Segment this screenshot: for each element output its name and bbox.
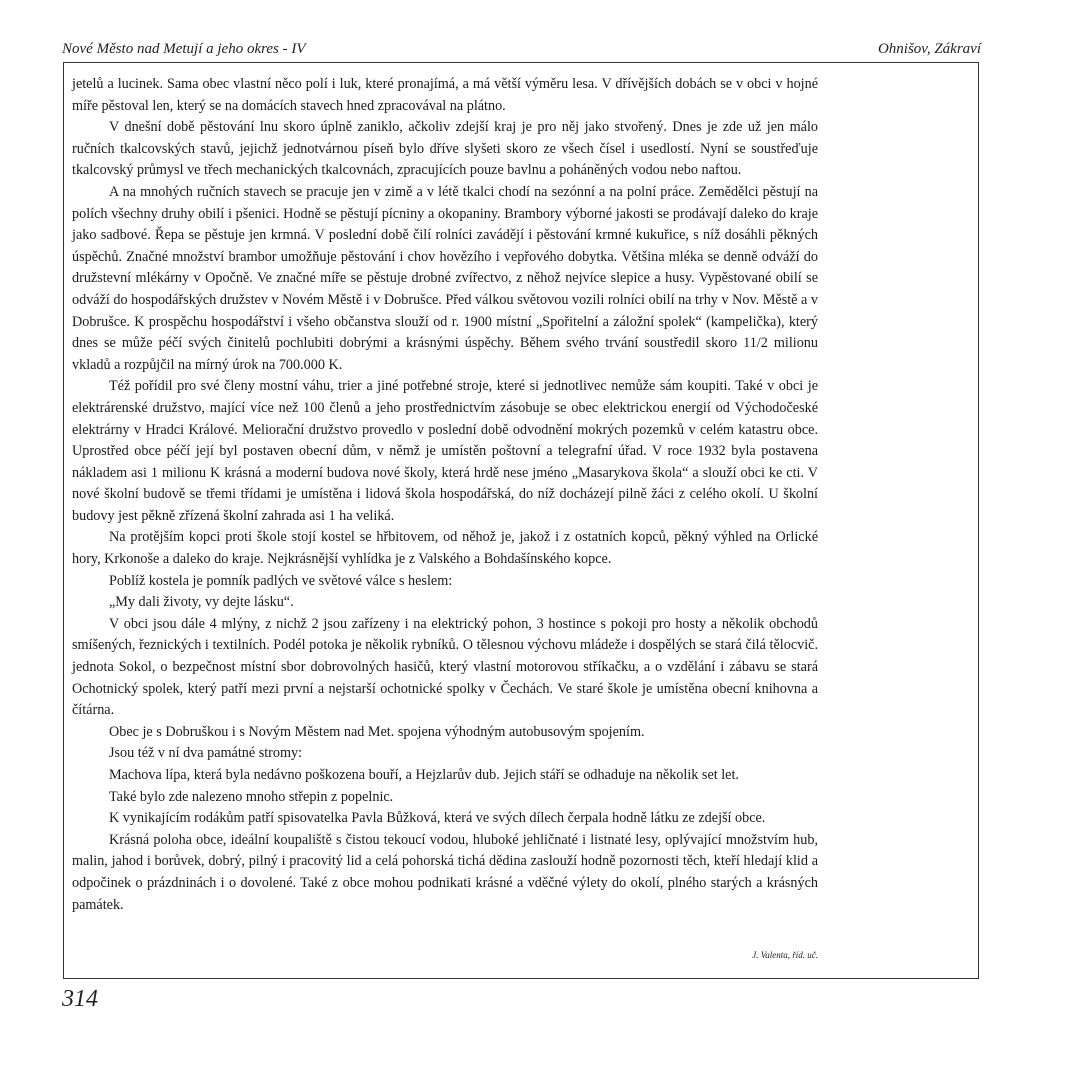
paragraph: Na protějším kopci proti škole stojí kostel se hřbitovem, od něhož je, jakož i z ostatních kopců, pěkný výhled na Orlické hory, Krkonoše a daleko do kraje. Nejkrásnější vyhlídka je z Valského a Bohdašínského kopce. [72, 529, 818, 568]
paragraph: jetelů a lucinek. Sama obec vlastní něco polí i luk, které pronajímá, a má větší výměru lesa. V dřívějších dobách se v obci v hojné míře pěstoval len, který se na domácích stavech hned zpracovával na plátno. [72, 76, 818, 114]
header-book-title: Nové Město nad Metují a jeho okres - IV [62, 41, 306, 57]
paragraph: Machova lípa, která byla nedávno poškozena bouří, a Hejzlarův dub. Jejich stáří se odhaduje na několik set let. [109, 767, 739, 783]
paragraph: Též pořídil pro své členy mostní váhu, trier a jiné potřebné stroje, které si jednotlivec nemůže sám koupiti. Také v obci je elektrárenské družstvo, mající více než 100 členů a jeho prostřednictvím zásobuje se obec elektrickou energií od Východočeské elektrárny v Hradci Králové. Meliorační družstvo provedlo v poslední době odvodnění mokrých pozemků v celém katastru obce. Uprostřed obce péčí její byl postaven obecní dům, v němž je umístěn poštovní a telegrafní úřad. V roce 1932 byla postavena nákladem asi 1 milionu K krásná a moderní budova nové školy, která hrdě nese jméno „Masarykova škola“ a slouží obci ke cti. V nové školní budově se třemi třídami je umístěna i lidová škola hospodářská, do níž docházejí pilně žáci z celého okolí. U školní budovy jest pěkně zřízená školní zahrada asi 1 ha veliká. [72, 378, 818, 524]
paragraph: V dnešní době pěstování lnu skoro úplně zaniklo, ačkoliv zdejší kraj je pro něj jako stvořený. Dnes je zde už jen málo ručních tkalcovských stavů, jejichž jednotvárnou píseň bylo dříve slyšeti skoro ze všech čísel i usedlostí. Nyní se soustřeďuje tkalcovský průmysl ve třech mechanických tkalcovnách, zpracujících pouze bavlnu a poháněných vodou nebo naftou. [72, 119, 818, 179]
page-number: 314 [62, 986, 98, 1012]
paragraph: Obec je s Dobruškou i s Novým Městem nad Met. spojena výhodným autobusovým spojením. [109, 723, 645, 740]
paragraph: Jsou též v ní dva památné stromy: [109, 745, 303, 762]
article-body [72, 74, 818, 916]
paragraph: A na mnohých ručních stavech se pracuje jen v zimě a v létě tkalci chodí na sezónní a na polní práce. Zemědělci pěstují na polích všechny druhy obilí i pšenici. Hodně se pěstují pícniny a okopaniny. Brambory výborné jakosti se prodávají daleko do kraje jako sadbové. Řepa se pěstuje jen krmná. V poslední době čilí rolníci zavádějí i pěstování krmné kukuřice, s níž dosáhli pěkných úspěchů. Značné množství brambor umožňuje pěstování i chov hovězího i vepřového dobytka. Většina mléka se denně odváží do družstevní mlékárny v Opočně. Ve značné míře se pěstuje drobné zvířectvo, z něhož nejvíce slepice a husy. Vypěstované obilí se odváží do hospodářských družstev v Novém Městě i v Dobrušce. Před válkou světovou vozili rolníci obilí na trhy v Nov. Městě a v Dobrušce. K prospěchu hospodářství i všeho občanstva slouží od r. 1900 místní „Spořitelní a záložní spolek“ (kampelička), který dnes se může péčí svých činitelů pochlubiti dobrými a krásnými úspěchy. Během svého trvání soustředil skoro 11/2 milionu vkladů a rozpůjčil na mírný úrok na 700.000 K. [72, 183, 818, 373]
running-header [62, 38, 981, 60]
author-signature: J. Valenta, říd. uč. [752, 950, 818, 960]
paragraph: Také bylo zde nalezeno mnoho střepin z popelnic. [109, 788, 394, 805]
header-section-title: Ohnišov, Zákraví [877, 41, 981, 57]
paragraph: K vynikajícím rodákům patří spisovatelka Pavla Bůžková, která ve svých dílech čerpala hodně látku ze zdejší obce. [109, 810, 766, 827]
paragraph: Krásná poloha obce, ideální koupaliště s čistou tekoucí vodou, hluboké jehličnaté i listnaté lesy, oplývající množstvím hub, malin, jahod i borůvek, dobrý, pilný i pracovitý lid a celá pohorská tichá dědina zaslouží hodně pozornosti těch, kteří hledají klid a odpočinek o prázdninách i o dovolené. Také z obce mohou podnikati krásné a vděčné výlety do okolí, plného starých a krásných památek. [72, 831, 818, 913]
paragraph: V obci jsou dále 4 mlýny, z nichž 2 jsou zařízeny i na elektrický pohon, 3 hostince s pokoji pro hosty a několik obchodů smíšených, řeznických i textilních. Podél potoka je několik rybníků. O tělesnou výchovu mládeže i dospělých se stará čilá tělocvič. jednota Sokol, o bezpečnost místní sbor dobrovolných hasičů, který vlastní motorovou stříkačku, a o vzdělání i zábavu se stará Ochotnický spolek, který patří mezi první a nejstarší ochotnické spolky v Čechách. Ve staré škole je umístěna obecní knihovna a čítárna. [72, 615, 818, 719]
motto-quote: „My dali životy, vy dejte lásku“. [109, 594, 294, 611]
paragraph: Poblíž kostela je pomník padlých ve světové válce s heslem: [109, 572, 453, 589]
